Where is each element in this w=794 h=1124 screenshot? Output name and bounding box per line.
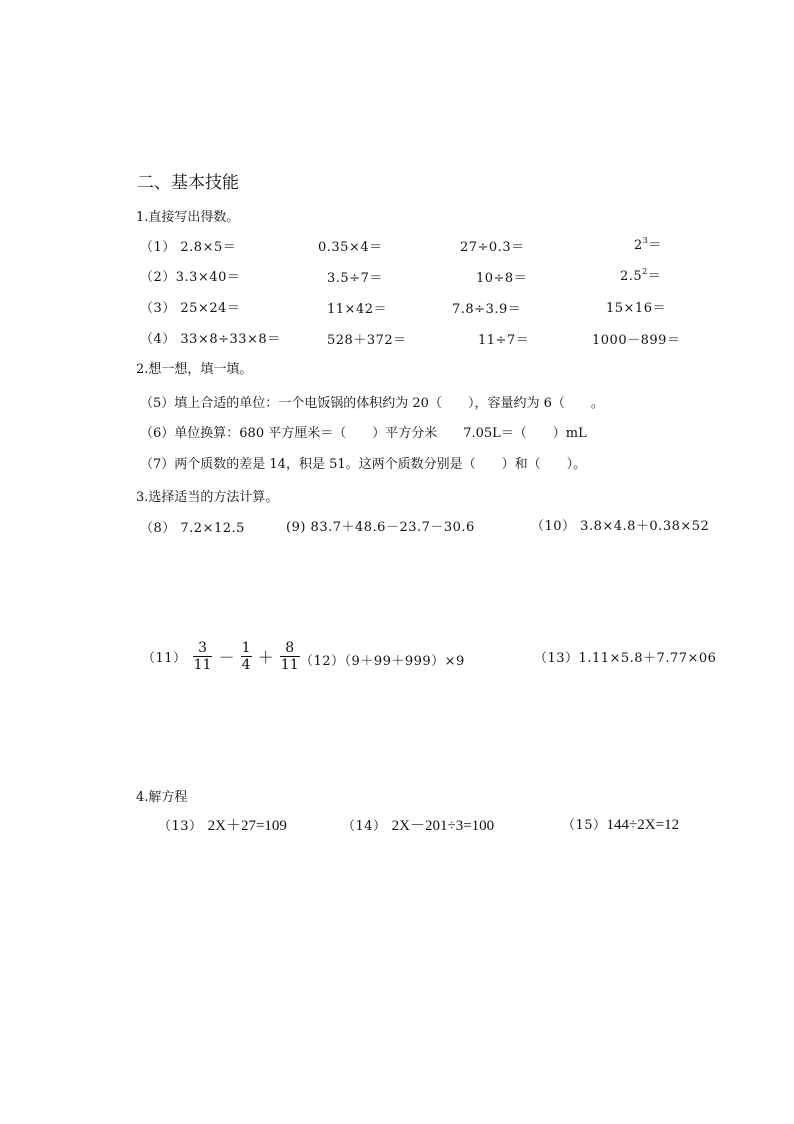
q2-title: 2.想一想，填一填。 — [136, 362, 253, 377]
q1-r2-c4: $2.5^2=$ — [620, 267, 662, 284]
q1-r1-c3: 27÷0.3＝ — [460, 240, 525, 255]
q2-item-7: （7）两个质数的差是 14，积是 51。这两个质数分别是（ ）和（ ）。 — [140, 457, 587, 472]
q3-title: 3.选择适当的方法计算。 — [136, 490, 279, 505]
fraction-1-4: $\frac{1}{4}$ — [241, 640, 251, 673]
q1-r1-c2: 0.35×4＝ — [318, 240, 383, 255]
q4-title: 4.解方程 — [136, 790, 188, 805]
q1-r3-c1: （3） 25×24＝ — [140, 301, 241, 316]
q1-r3-c2: 11×42＝ — [327, 302, 387, 317]
q1-r4-c1: （4） 33×8÷33×8＝ — [140, 332, 281, 347]
q3-p12: （12）（9＋99＋999）×9 — [300, 654, 465, 669]
q3-p13: （13）1.11×5.8＋7.77×06 — [534, 651, 717, 666]
q3-p8: （8） 7.2×12.5 — [140, 521, 245, 536]
q1-r2-c3: 10÷8＝ — [476, 271, 528, 286]
q1-r3-c3: 7.8÷3.9＝ — [452, 302, 522, 317]
q4-eq-14: （14） 2X－201÷3=100 — [342, 818, 495, 834]
q1-r1-c1: （1） 2.8×5＝ — [140, 240, 237, 255]
q1-title: 1.直接写出得数。 — [136, 210, 240, 225]
q2-item-5: （5）填上合适的单位：一个电饭锅的体积约为 20（ ），容量约为 6（ 。 — [140, 396, 604, 411]
q1-r2-c2: 3.5÷7＝ — [327, 271, 383, 286]
q3-p10: （10） 3.8×4.8＋0.38×52 — [531, 519, 710, 534]
q1-r3-c4: 15×16＝ — [606, 301, 666, 316]
q2-item-6: （6）单位换算：680 平方厘米＝（ ）平方分米 7.05L＝（ ）mL — [140, 426, 587, 441]
fraction-3-11: $\frac{3}{11}$ — [193, 640, 212, 673]
section-title: 二、基本技能 — [137, 173, 239, 193]
q1-r2-c1: （2）3.3×40＝ — [140, 270, 241, 285]
q1-r4-c4: 1000－899＝ — [592, 333, 681, 348]
q1-r4-c3: 11÷7＝ — [478, 333, 530, 348]
fraction-8-11: $\frac{8}{11}$ — [280, 640, 299, 673]
q3-p11: （11） $\frac{3}{11}$ － $\frac{1}{4}$ ＋ $\frac{8}{11}$ — [142, 640, 299, 673]
q4-eq-13: （13） 2X＋27=109 — [158, 818, 287, 834]
q4-eq-15: （15）144÷2X=12 — [562, 817, 680, 833]
q1-r1-c4: $2^3=$ — [634, 236, 662, 253]
q3-p9: (9) 83.7＋48.6－23.7－30.6 — [286, 520, 475, 535]
q1-r4-c2: 528＋372＝ — [327, 333, 407, 348]
